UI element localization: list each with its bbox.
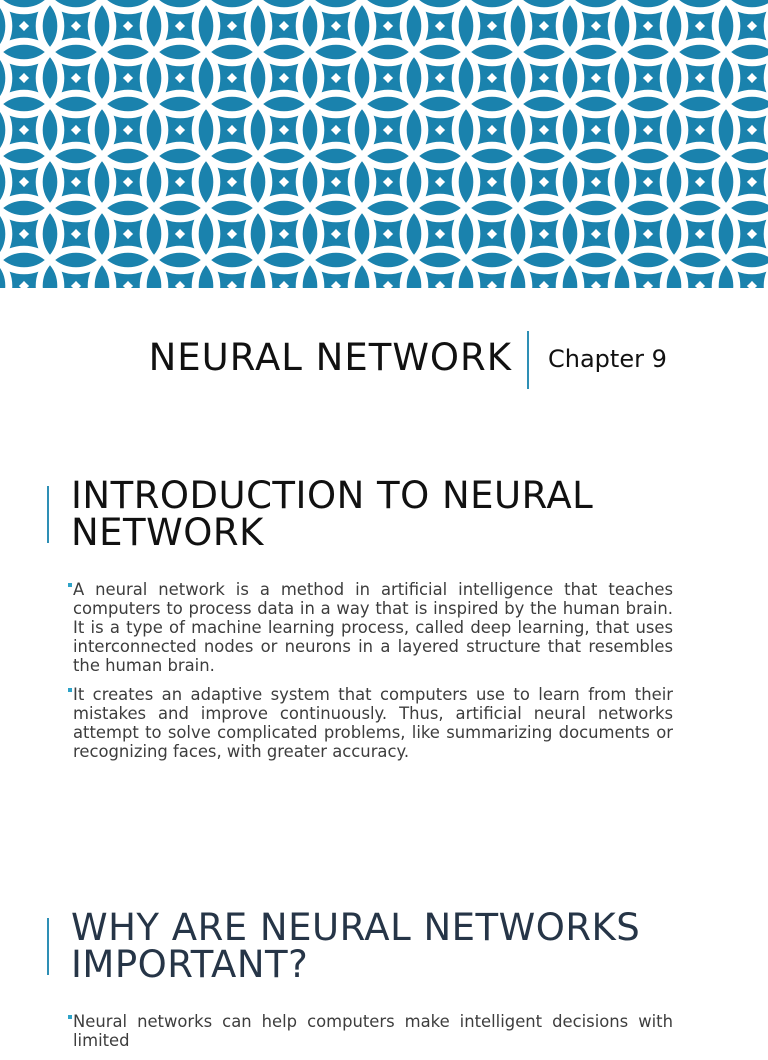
section-accent-bar: [47, 486, 49, 543]
list-item: [68, 580, 673, 675]
bullet-list: [68, 1012, 673, 1060]
title-divider: [527, 331, 529, 389]
list-item: [68, 685, 673, 761]
bullet-square-icon: [68, 583, 72, 587]
chapter-subtitle: Chapter 9: [548, 345, 667, 373]
bullet-list: [68, 580, 673, 771]
main-title: NEURAL NETWORK: [148, 336, 512, 379]
bullet-text: Neural networks can help computers make intelligent decisions with limited: [73, 1012, 673, 1050]
title-row: [0, 288, 768, 418]
decorative-banner: [0, 0, 768, 288]
section-heading: WHY ARE NEURAL NETWORKS IMPORTANT?: [71, 906, 641, 986]
section-accent-bar: [47, 918, 49, 975]
bullet-square-icon: [68, 1015, 72, 1019]
bullet-text: It creates an adaptive system that computers use to learn from their mistakes and improve continuously. Thus, artificial neural networks attempt to solve complicated problems, like summarizing documents or recognizing faces, with greater accuracy.: [73, 685, 673, 761]
bullet-square-icon: [68, 688, 72, 692]
list-item: [68, 1012, 673, 1050]
section-heading: INTRODUCTION TO NEURAL NETWORK: [71, 474, 594, 554]
bullet-text: A neural network is a method in artificial intelligence that teaches computers to process data in a way that is inspired by the human brain. It is a type of machine learning process, called deep learning, that uses interconnected nodes or neurons in a layered structure that resembles the human brain.: [73, 580, 673, 675]
interlocking-circles-pattern: [0, 0, 768, 288]
